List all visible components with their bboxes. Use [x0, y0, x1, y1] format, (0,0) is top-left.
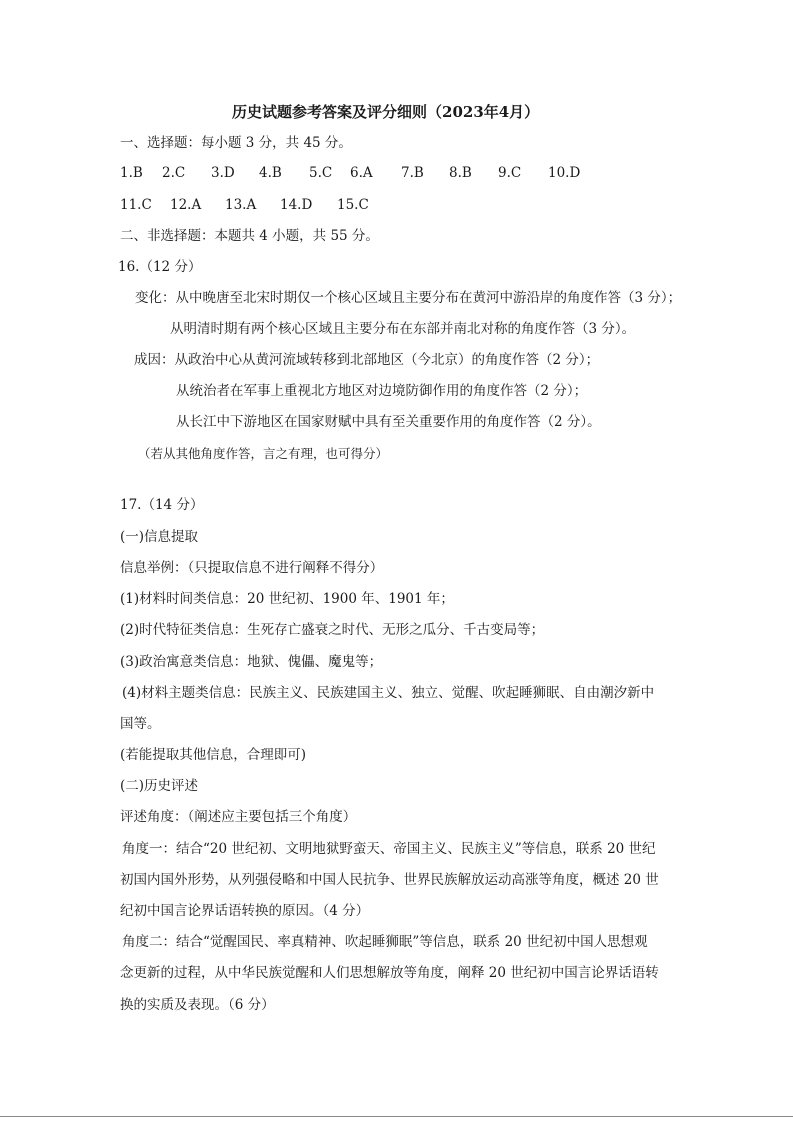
- q17-angle1-line-3: 纪初中国言论界话语转换的原因。（4 分）: [120, 903, 370, 919]
- q17-heading: 17.（14 分）: [120, 497, 204, 513]
- page-title: 历史试题参考答案及评分细则（2023年4月）: [232, 103, 540, 121]
- answer-15: 15.C: [337, 197, 369, 213]
- q17-angle1-line-1: 角度一：结合“20 世纪初、文明地狱野蛮天、帝国主义、民族主义”等信息，联系 20 世纪: [122, 841, 656, 857]
- q17-item-2: (2)时代特征类信息：生死存亡盛衰之时代、无形之瓜分、千古变局等；: [120, 622, 545, 638]
- q16-line-5: 从长江中下游地区在国家财赋中具有至关重要作用的角度作答（2 分）。: [176, 414, 601, 430]
- answer-1: 1.B: [120, 165, 143, 181]
- answer-6: 6.A: [350, 165, 373, 181]
- answer-8: 8.B: [449, 165, 472, 181]
- answer-13: 13.A: [225, 197, 257, 213]
- q17-item-4-cont: 国等。: [120, 716, 161, 732]
- q17-other-info: (若能提取其他信息，合理即可): [120, 747, 307, 763]
- page-bottom-rule: [0, 1116, 793, 1117]
- q17-item-1: (1)材料时间类信息：20 世纪初、1900 年、1901 年；: [120, 591, 454, 607]
- section1-heading: 一、选择题：每小题 3 分，共 45 分。: [120, 135, 352, 151]
- answer-4: 4.B: [259, 165, 282, 181]
- q16-line-4: 从统治者在军事上重视北方地区对边境防御作用的角度作答（2 分）；: [176, 383, 588, 399]
- answer-3: 3.D: [211, 165, 235, 181]
- section2-heading: 二、非选择题：本题共 4 小题，共 55 分。: [120, 228, 379, 244]
- q17-angle2-line-2: 念更新的过程，从中华民族觉醒和人们思想解放等角度，阐释 20 世纪初中国言论界话语转: [120, 965, 659, 981]
- q16-line-3: 成因：从政治中心从黄河流域转移到北部地区（今北京）的角度作答（2 分）；: [134, 352, 600, 368]
- answer-11: 11.C: [120, 197, 152, 213]
- answer-7: 7.B: [401, 165, 424, 181]
- q17-angle-heading: 评述角度：（阐述应主要包括三个角度）: [120, 809, 357, 825]
- q17-part1-heading: (一)信息提取: [120, 529, 199, 545]
- answer-12: 12.A: [170, 197, 202, 213]
- q17-example-heading: 信息举例：（只提取信息不进行阐释不得分）: [120, 560, 384, 576]
- q16-heading: 16.（12 分）: [118, 259, 202, 275]
- q17-item-4: (4)材料主题类信息：民族主义、民族建国主义、独立、觉醒、吹起睡狮眠、自由潮汐新中: [122, 685, 655, 701]
- q17-item-3: (3)政治寓意类信息：地狱、傀儡、魔鬼等；: [120, 654, 383, 670]
- q17-angle2-line-1: 角度二：结合“觉醒国民、率真精神、吹起睡狮眠”等信息，联系 20 世纪初中国人思想观: [122, 934, 648, 950]
- q17-angle1-line-2: 初国内国外形势，从列强侵略和中国人民抗争、世界民族解放运动高涨等角度，概述 20 世: [120, 872, 659, 888]
- answer-14: 14.D: [280, 197, 313, 213]
- q17-angle2-line-3: 换的实质及表现。（6 分）: [120, 997, 275, 1013]
- q16-note: （若从其他角度作答，言之有理，也可得分）: [138, 446, 389, 461]
- answer-10: 10.D: [548, 165, 581, 181]
- q16-line-1: 变化：从中晚唐至北宋时期仅一个核心区域且主要分布在黄河中游沿岸的角度作答（3 分）；: [135, 290, 682, 306]
- answer-9: 9.C: [498, 165, 522, 181]
- answer-5: 5.C: [309, 165, 333, 181]
- answer-2: 2.C: [162, 165, 186, 181]
- q16-line-2: 从明清时期有两个核心区域且主要分布在东部并南北对称的角度作答（3 分）。: [170, 321, 636, 337]
- q17-part2-heading: (二)历史评述: [120, 778, 199, 794]
